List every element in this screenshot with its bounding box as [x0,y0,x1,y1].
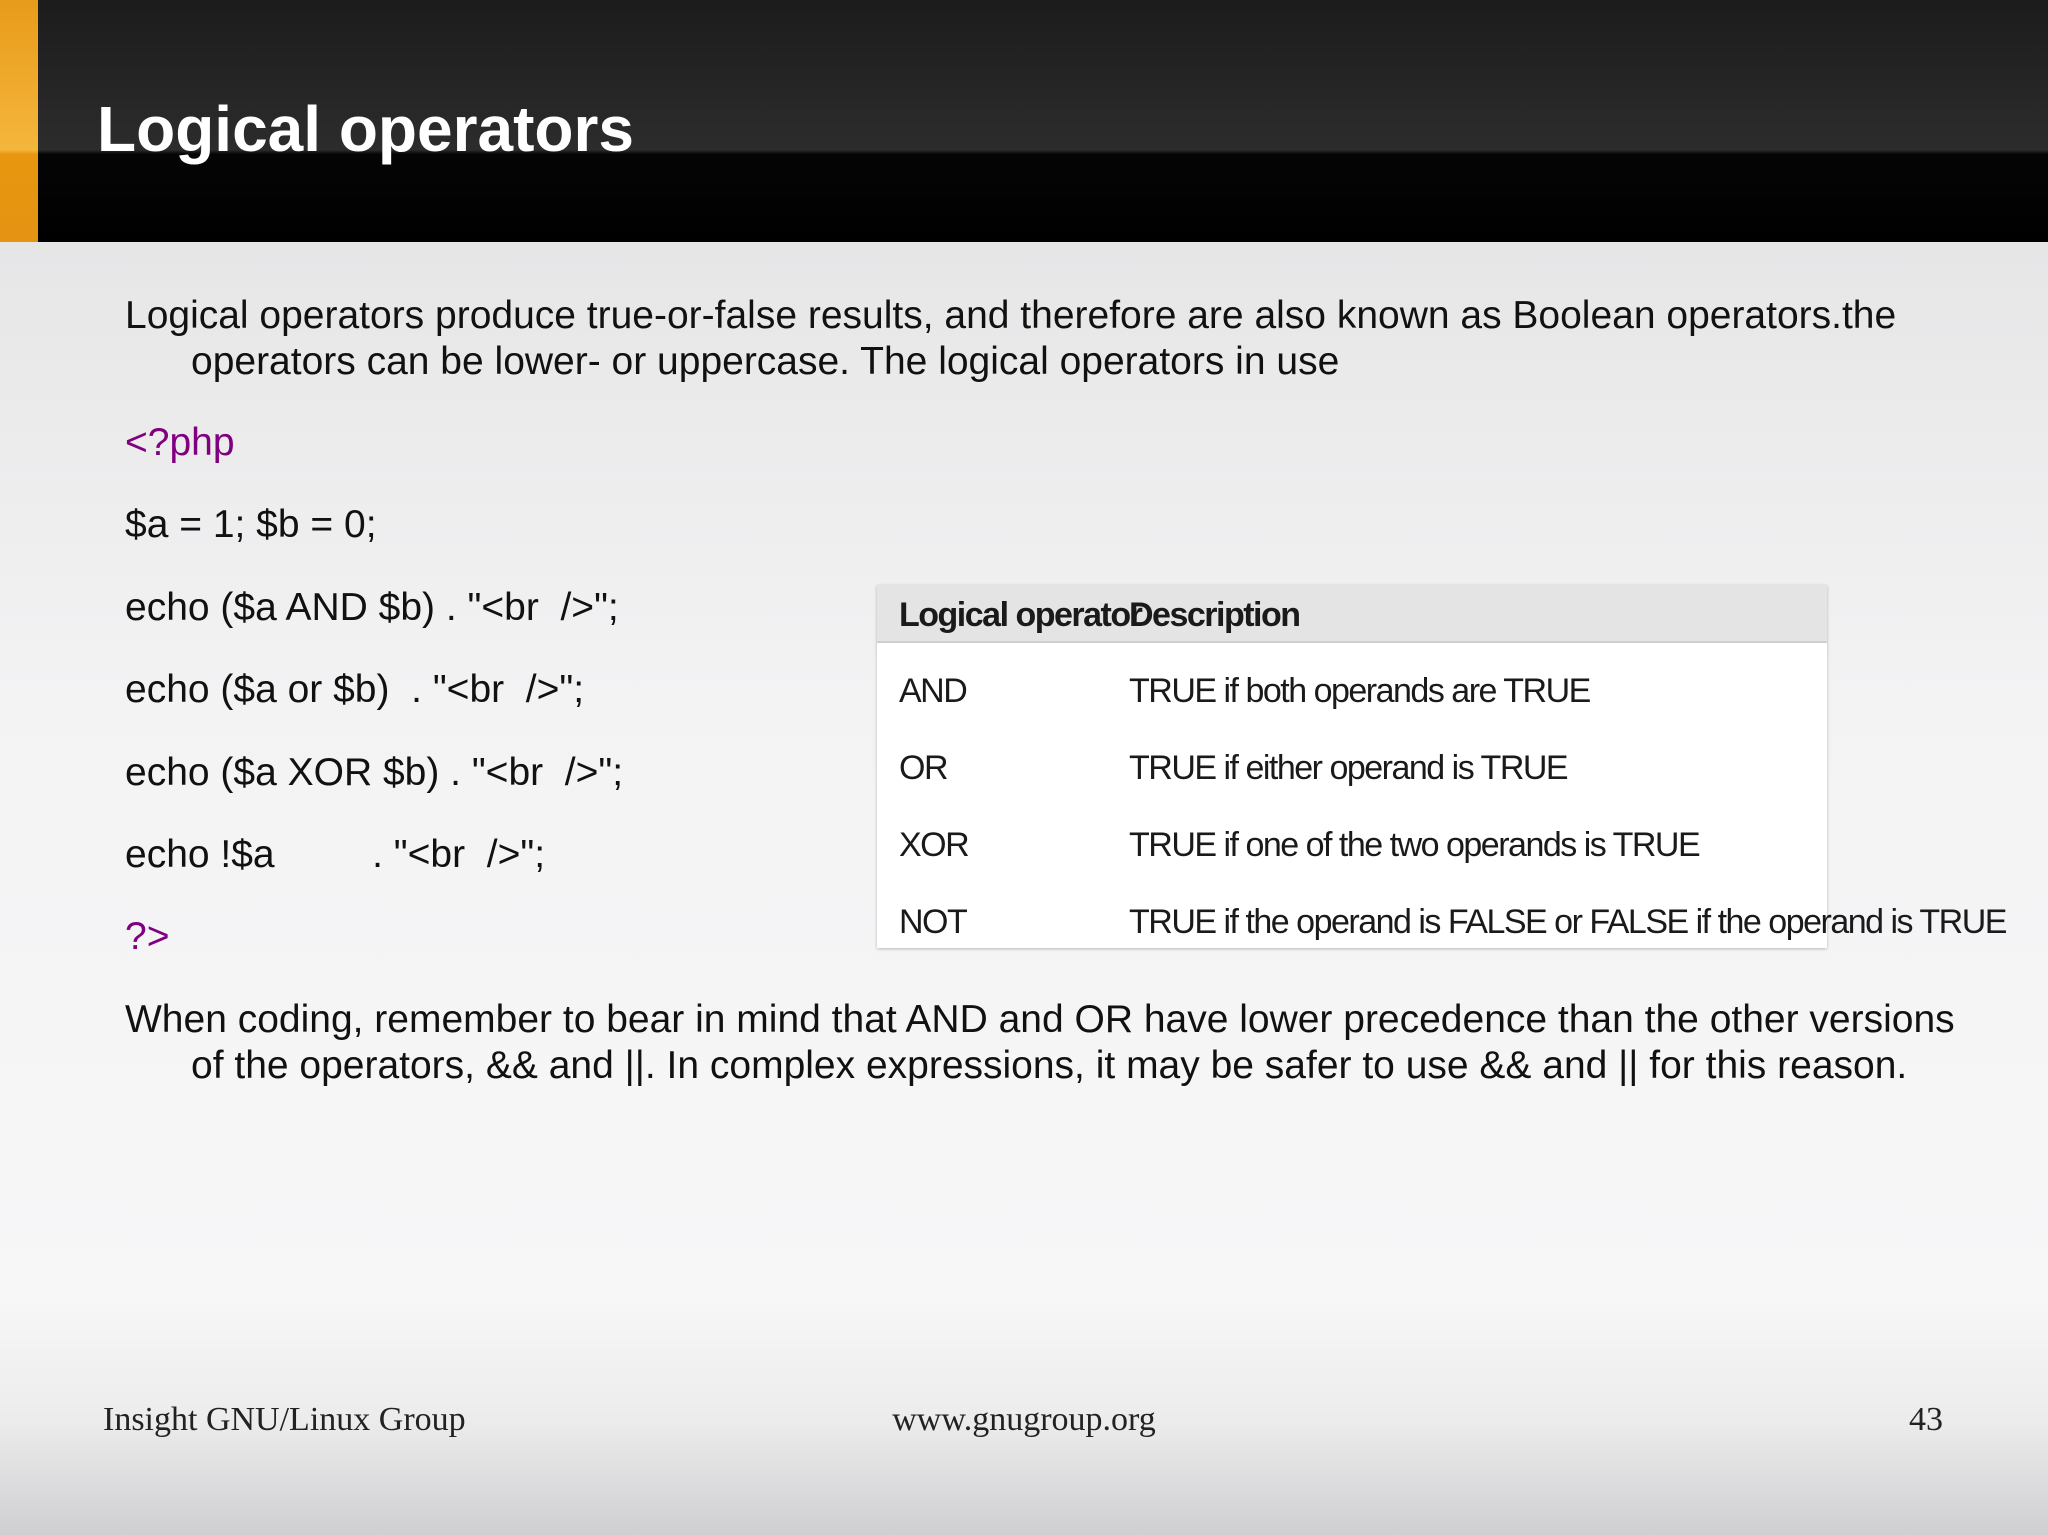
table-cell-description-not: TRUE if the operand is FALSE or FALSE if the operand is TRUE [1129,903,2006,941]
accent-bar [0,0,38,242]
code-close-tag: ?> [125,915,170,958]
code-open-tag: <?php [125,421,235,464]
slide-title: Logical operators [97,93,634,165]
table-cell-operator-not: NOT [899,903,967,941]
logical-operators-table [877,585,2006,948]
footer-page-number: 43 [1909,1401,1943,1438]
table-cell-operator-xor: XOR [899,826,969,864]
table-header-row [877,585,1827,643]
table-header-description: Description [1129,596,1300,634]
code-xor-line: echo ($a XOR $b) . "<br />"; [125,751,624,794]
table-cell-operator-and: AND [899,672,967,710]
code-and-line: echo ($a AND $b) . "<br />"; [125,586,619,629]
intro-paragraph: Logical operators produce true-or-false results, and therefore are also known as Boolean operators.the operators can be lower- or uppercase. The logical operators in use [125,294,1897,383]
code-assign-line: $a = 1; $b = 0; [125,503,377,546]
slide-header [0,0,2048,242]
table-header-operator: Logical operator [899,596,1142,634]
table-cell-description-and: TRUE if both operands are TRUE [1129,672,1590,710]
table-cell-description-xor: TRUE if one of the two operands is TRUE [1129,826,1700,864]
precedence-note-paragraph: When coding, remember to bear in mind that AND and OR have lower precedence than the other versions of the operators, && and ||. In complex expressions, it may be safer to use && and || for this reason. [125,998,1955,1087]
table-cell-description-or: TRUE if either operand is TRUE [1129,749,1568,787]
footer-website: www.gnugroup.org [892,1401,1156,1438]
table-cell-operator-or: OR [899,749,947,787]
footer-organization: Insight GNU/Linux Group [103,1401,466,1438]
code-or-line: echo ($a or $b) . "<br />"; [125,668,585,711]
code-not-line: echo !$a . "<br />"; [125,833,546,876]
